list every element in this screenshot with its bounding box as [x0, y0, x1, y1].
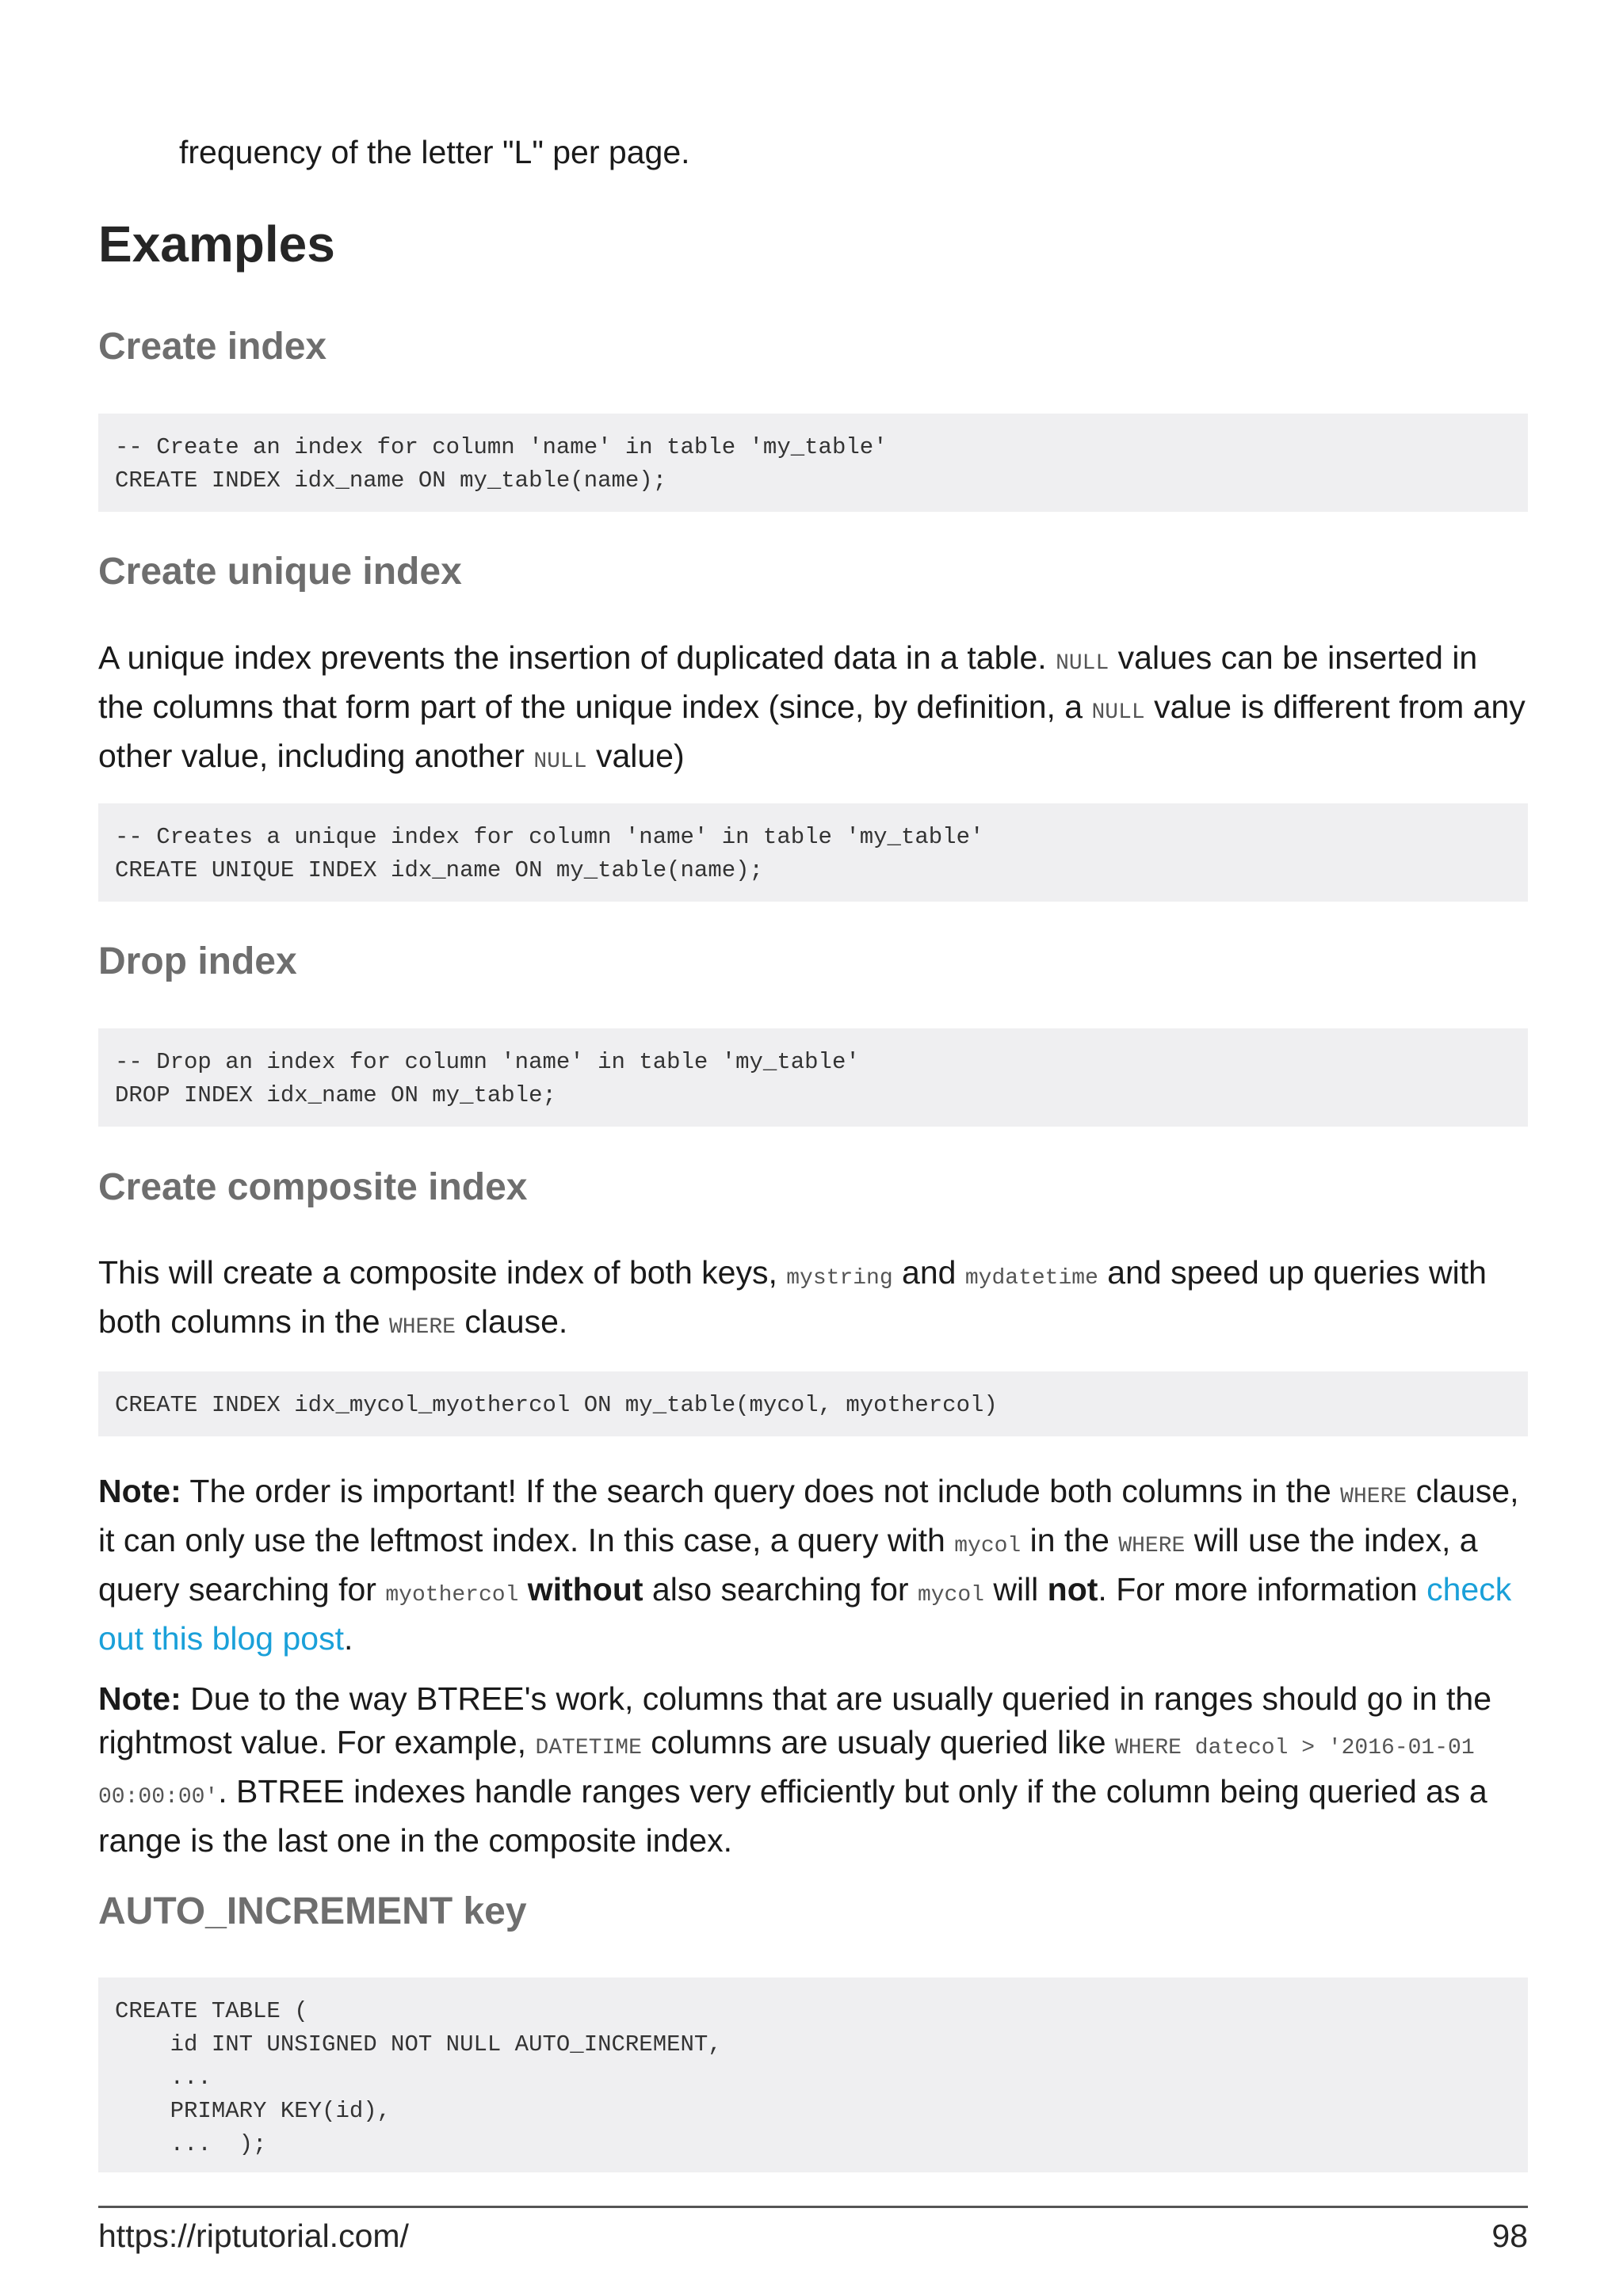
text: This will create a composite index of both keys, — [98, 1254, 787, 1291]
text: . For more information — [1098, 1571, 1427, 1608]
footer-url[interactable]: https://riptutorial.com/ — [98, 2218, 409, 2254]
inline-code: WHERE — [1340, 1485, 1407, 1509]
create-unique-index-heading: Create unique index — [98, 551, 462, 593]
composite-index-code-block: CREATE INDEX idx_mycol_myothercol ON my_table(mycol, myothercol) — [98, 1371, 1528, 1436]
create-index-code-block: -- Create an index for column 'name' in table 'my_table' CREATE INDEX idx_name ON my_table(name); — [98, 414, 1528, 512]
create-composite-index-heading: Create composite index — [98, 1166, 528, 1208]
section-heading: Examples — [98, 215, 335, 273]
inline-code: mycol — [954, 1534, 1022, 1558]
text: will — [983, 1571, 1048, 1608]
text: . — [343, 1620, 353, 1657]
inline-code: mydatetime — [964, 1266, 1098, 1291]
continuation-text: frequency of the letter "L" per page. — [179, 134, 690, 170]
drop-index-heading: Drop index — [98, 940, 297, 982]
note-label: Note: — [98, 1473, 181, 1509]
inline-code: WHERE — [1118, 1534, 1186, 1558]
auto-increment-heading: AUTO_INCREMENT key — [98, 1890, 527, 1932]
text: value is different from any other value, including another — [98, 688, 1526, 774]
blog-post-link[interactable]: check out this blog post — [98, 1571, 1512, 1657]
inline-code: mystring — [786, 1266, 893, 1291]
text: clause. — [455, 1303, 568, 1340]
inline-code: mycol — [917, 1583, 984, 1608]
page-number: 98 — [1491, 2218, 1528, 2254]
inline-code: WHERE datecol > '2016-01-01 00:00:00' — [98, 1736, 1475, 1810]
inline-code: NULL — [1091, 700, 1145, 725]
composite-index-paragraph — [98, 1251, 1528, 1349]
text: clause, it can only use the leftmost index. In this case, a query with — [98, 1473, 1519, 1558]
footer-divider — [98, 2206, 1528, 2208]
text: columns are usualy queried like — [641, 1724, 1115, 1760]
auto-increment-code-block: CREATE TABLE ( id INT UNSIGNED NOT NULL AUTO_INCREMENT, ... PRIMARY KEY(id), ... ); — [98, 1978, 1528, 2172]
note-label: Note: — [98, 1680, 181, 1717]
text: in the — [1021, 1522, 1119, 1558]
note-btree-paragraph — [98, 1677, 1528, 1863]
text: A unique index prevents the insertion of duplicated data in a table. — [98, 639, 1056, 676]
text: and speed up queries with both columns in the — [98, 1254, 1487, 1340]
text: Due to the way BTREE's work, columns that are usually queried in ranges should go in the rightmost value. For example, — [98, 1680, 1492, 1760]
note-order-paragraph — [98, 1470, 1528, 1661]
unique-index-paragraph — [98, 636, 1528, 784]
inline-code: NULL — [533, 749, 587, 774]
emphasis: not — [1047, 1571, 1098, 1608]
drop-index-code-block: -- Drop an index for column 'name' in table 'my_table' DROP INDEX idx_name ON my_table; — [98, 1028, 1528, 1127]
text: values can be inserted in the columns that form part of the unique index (since, by definition, a — [98, 639, 1478, 725]
create-unique-index-code-block: -- Creates a unique index for column 'name' in table 'my_table' CREATE UNIQUE INDEX idx_name ON my_table(name); — [98, 803, 1528, 902]
inline-code: NULL — [1056, 651, 1109, 676]
text: also searching for — [643, 1571, 918, 1608]
text: . BTREE indexes handle ranges very efficiently but only if the column being queried as a range is the last one in the composite index. — [98, 1773, 1487, 1859]
inline-code: DATETIME — [535, 1736, 642, 1760]
text: value) — [586, 738, 685, 774]
inline-code: WHERE — [388, 1315, 456, 1340]
inline-code: myothercol — [385, 1583, 519, 1608]
emphasis: without — [527, 1571, 643, 1608]
text: will use the index, a query searching for — [98, 1522, 1478, 1608]
create-index-heading: Create index — [98, 326, 327, 368]
text: and — [892, 1254, 965, 1291]
text: The order is important! If the search query does not include both columns in the — [181, 1473, 1341, 1509]
